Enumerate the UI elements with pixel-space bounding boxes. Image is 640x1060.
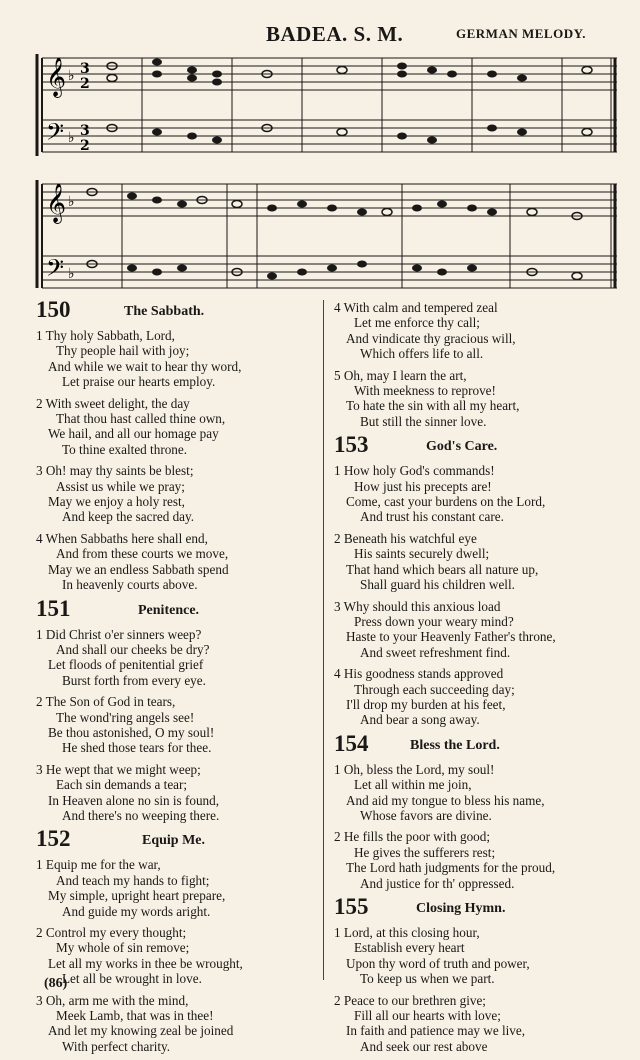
verse-line: How just his precepts are! bbox=[354, 478, 492, 494]
svg-text:♭: ♭ bbox=[68, 68, 75, 84]
verse-line: In Heaven alone no sin is found, bbox=[48, 792, 220, 808]
hymn-number: 151 bbox=[36, 595, 71, 621]
verse-line: His saints securely dwell; bbox=[354, 546, 490, 562]
tune-title: BADEA. S. M. bbox=[266, 22, 404, 46]
verse-line: 5 Oh, may I learn the art, bbox=[334, 367, 467, 383]
verse-line: And teach my hands to fight; bbox=[56, 872, 210, 888]
verse-line: Fill all our hearts with love; bbox=[354, 1008, 501, 1024]
hymn-number: 153 bbox=[334, 432, 369, 458]
svg-text:𝄢: 𝄢 bbox=[46, 254, 65, 287]
verse-line: I'll drop my burden at his feet, bbox=[346, 696, 506, 712]
verse-line: Let all be wrought in love. bbox=[62, 971, 202, 987]
verse-line: Establish every heart bbox=[354, 940, 465, 956]
music-score-1 bbox=[32, 44, 617, 164]
verse-line: The wond'ring angels see! bbox=[56, 709, 195, 725]
verse-line: We hail, and all our homage pay bbox=[48, 426, 219, 442]
verse-line: 2 Beneath his watchful eye bbox=[334, 530, 477, 546]
stanza bbox=[330, 300, 630, 362]
verse-line: Burst forth from every eye. bbox=[62, 672, 206, 688]
hymn-number: 152 bbox=[36, 826, 71, 852]
stanza bbox=[32, 396, 324, 458]
hymn-title: Penitence. bbox=[138, 602, 200, 618]
verse-line: In heavenly courts above. bbox=[62, 577, 198, 593]
stanza bbox=[330, 993, 630, 1055]
verse-line: And aid my tongue to bless his name, bbox=[346, 792, 545, 808]
stanza bbox=[32, 463, 324, 525]
stanza bbox=[32, 328, 324, 390]
stanza bbox=[32, 925, 324, 987]
verse-line: Press down your weary mind? bbox=[354, 613, 514, 629]
svg-text:♭: ♭ bbox=[68, 130, 75, 146]
verse-line: 1 Lord, at this closing hour, bbox=[334, 925, 480, 940]
verse-line: My whole of sin remove; bbox=[56, 940, 190, 956]
verse-line: And guide my words aright. bbox=[62, 903, 211, 919]
stanza bbox=[330, 666, 630, 728]
svg-text:♭: ♭ bbox=[68, 194, 75, 210]
verse-line: Let floods of penitential grief bbox=[48, 657, 204, 673]
verse-line: 3 Oh! may thy saints be blest; bbox=[36, 463, 194, 479]
tune-composer: GERMAN MELODY. bbox=[456, 26, 587, 41]
page-number: (86) bbox=[44, 976, 68, 991]
stanza bbox=[32, 857, 324, 919]
verse-line: Let me enforce thy call; bbox=[354, 315, 480, 331]
verse-line: 1 Oh, bless the Lord, my soul! bbox=[334, 761, 495, 777]
hymn-title: Closing Hymn. bbox=[416, 901, 506, 916]
verse-line: 4 With calm and tempered zeal bbox=[334, 300, 498, 315]
svg-text:2: 2 bbox=[80, 138, 90, 154]
verse-line: Let praise our hearts employ. bbox=[62, 374, 216, 390]
hymn-152 bbox=[32, 826, 324, 1054]
verse-line: Meek Lamb, that was in thee! bbox=[56, 1008, 214, 1024]
right-column bbox=[330, 300, 630, 1060]
stanza bbox=[32, 694, 324, 756]
verse-line: 3 Oh, arm me with the mind, bbox=[36, 992, 189, 1008]
verse-line: In faith and patience may we live, bbox=[346, 1023, 526, 1039]
verse-line: Thy people hail with joy; bbox=[56, 343, 190, 359]
hymn-number: 154 bbox=[334, 730, 369, 756]
verse-line: And trust his constant care. bbox=[360, 509, 504, 525]
svg-text:𝄞: 𝄞 bbox=[46, 57, 67, 97]
music-system-2 bbox=[32, 170, 617, 290]
verse-line: With perfect charity. bbox=[62, 1038, 171, 1054]
verse-line: And there's no weeping there. bbox=[62, 807, 220, 823]
verse-line: With meekness to reprove! bbox=[354, 383, 496, 399]
verse-line: 2 The Son of God in tears, bbox=[36, 694, 176, 710]
hymn-number: 155 bbox=[334, 894, 369, 919]
verse-line: The Lord hath judgments for the proud, bbox=[346, 860, 556, 876]
verse-line: Let all within me join, bbox=[354, 777, 472, 793]
verse-line: And bear a song away. bbox=[360, 712, 480, 728]
verse-line: 1 Did Christ o'er sinners weep? bbox=[36, 626, 202, 642]
stanza bbox=[32, 531, 324, 593]
stanza bbox=[330, 762, 630, 824]
music-score-2 bbox=[32, 170, 617, 290]
verse-line: And keep the sacred day. bbox=[62, 509, 195, 525]
hymn-150 bbox=[32, 297, 324, 593]
verse-line: That thou hast called thine own, bbox=[56, 411, 226, 427]
stanza bbox=[330, 829, 630, 891]
verse-line: Haste to your Heavenly Father's throne, bbox=[346, 629, 556, 645]
verse-line: To keep us when we part. bbox=[360, 971, 495, 987]
hymn-title: Bless the Lord. bbox=[410, 737, 500, 753]
verse-line: And justice for th' oppressed. bbox=[360, 875, 515, 891]
stanza bbox=[330, 925, 630, 987]
verse-line: But still the sinner love. bbox=[360, 413, 487, 429]
verse-line: 2 Peace to our brethren give; bbox=[334, 992, 486, 1008]
stanza bbox=[32, 993, 324, 1055]
verse-line: 4 When Sabbaths here shall end, bbox=[36, 530, 208, 546]
verse-line: To hate the sin with all my heart, bbox=[346, 398, 520, 414]
verse-line: And from these courts we move, bbox=[56, 546, 229, 562]
stanza bbox=[330, 531, 630, 593]
verse-line: May we enjoy a holy rest, bbox=[48, 494, 185, 510]
verse-line: And sweet refreshment find. bbox=[360, 644, 511, 660]
verse-line: 1 Equip me for the war, bbox=[36, 857, 161, 873]
stanza bbox=[330, 463, 630, 525]
svg-text:♭: ♭ bbox=[68, 266, 75, 282]
hymn-title: The Sabbath. bbox=[124, 304, 205, 319]
verse-line: 4 His goodness stands approved bbox=[334, 666, 504, 682]
verse-line: Be thou astonished, O my soul! bbox=[48, 724, 215, 740]
music-system-1 bbox=[32, 44, 617, 164]
hymn-155 bbox=[330, 894, 630, 1054]
verse-line: Shall guard his children well. bbox=[360, 577, 515, 593]
hymn-153 bbox=[330, 432, 630, 728]
verse-line: Which offers life to all. bbox=[360, 346, 484, 362]
verse-line: 3 He wept that we might weep; bbox=[36, 761, 201, 777]
verse-line: That hand which bears all nature up, bbox=[346, 561, 539, 577]
verse-line: And shall our cheeks be dry? bbox=[56, 641, 210, 657]
verse-line: And let my knowing zeal be joined bbox=[48, 1023, 234, 1039]
verse-line: 3 Why should this anxious load bbox=[334, 598, 501, 614]
verse-line: 2 Control my every thought; bbox=[36, 925, 187, 940]
verse-line: He shed those tears for thee. bbox=[62, 740, 212, 756]
stanza bbox=[32, 627, 324, 689]
verse-line: 1 Thy holy Sabbath, Lord, bbox=[36, 328, 175, 343]
verse-line: Come, cast your burdens on the Lord, bbox=[346, 494, 546, 510]
verse-line: Assist us while we pray; bbox=[56, 478, 185, 494]
verse-line: And while we wait to hear thy word, bbox=[48, 358, 242, 374]
hymn-151 bbox=[32, 595, 324, 824]
hymn-154 bbox=[330, 730, 630, 891]
verse-line: 1 How holy God's commands! bbox=[334, 463, 495, 479]
verse-line: And seek our rest above bbox=[360, 1038, 488, 1054]
verse-line: 2 He fills the poor with good; bbox=[334, 829, 491, 845]
verse-line: My simple, upright heart prepare, bbox=[48, 888, 226, 904]
verse-line: And vindicate thy gracious will, bbox=[346, 330, 516, 346]
verse-line: Let all my works in thee be wrought, bbox=[48, 955, 243, 971]
hymn-number: 150 bbox=[36, 297, 71, 322]
svg-text:𝄞: 𝄞 bbox=[46, 183, 67, 223]
verse-line: Through each succeeding day; bbox=[354, 681, 515, 697]
svg-text:3: 3 bbox=[80, 61, 90, 77]
left-column bbox=[32, 297, 324, 1060]
stanza bbox=[330, 368, 630, 430]
hymn-title: Equip Me. bbox=[142, 833, 206, 849]
svg-text:2: 2 bbox=[80, 76, 90, 92]
hymn-title: God's Care. bbox=[426, 439, 498, 455]
verse-line: He gives the sufferers rest; bbox=[354, 844, 496, 860]
verse-line: To thine exalted throne. bbox=[62, 441, 188, 457]
verse-line: Upon thy word of truth and power, bbox=[346, 955, 530, 971]
stanza bbox=[330, 599, 630, 661]
stanza bbox=[32, 762, 324, 824]
verse-line: Whose favors are divine. bbox=[360, 807, 492, 823]
hymn-152-continued bbox=[330, 300, 630, 429]
svg-text:𝄢: 𝄢 bbox=[46, 118, 65, 151]
verse-line: 2 With sweet delight, the day bbox=[36, 395, 190, 411]
verse-line: May we an endless Sabbath spend bbox=[48, 561, 229, 577]
svg-text:3: 3 bbox=[80, 123, 90, 139]
verse-line: Each sin demands a tear; bbox=[56, 777, 188, 793]
